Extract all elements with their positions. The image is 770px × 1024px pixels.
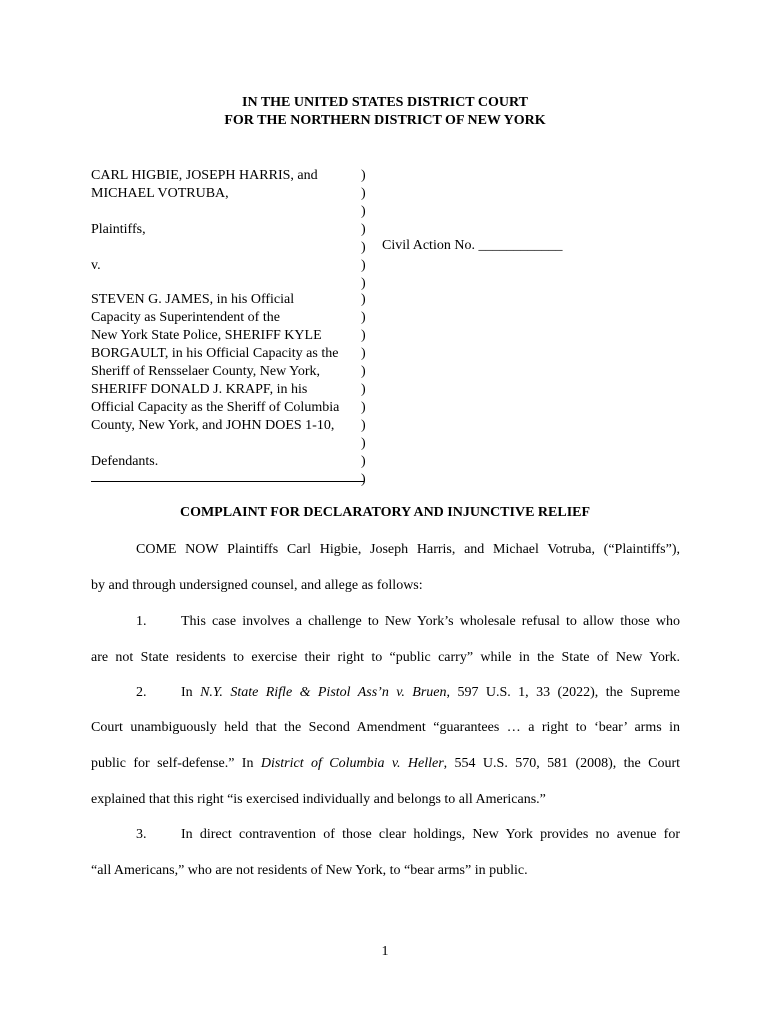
caption-line: Official Capacity as the Sheriff of Columbia: [91, 400, 340, 415]
caption-paren: ): [361, 310, 366, 325]
caption-paren: ): [361, 240, 366, 255]
caption-paren: ): [361, 364, 366, 379]
caption-paren: ): [361, 186, 366, 201]
caption-line: Sheriff of Rensselaer County, New York,: [91, 364, 321, 379]
caption-line: SHERIFF DONALD J. KRAPF, in his: [91, 382, 308, 397]
case-citation: District of Columbia v. Heller: [260, 756, 444, 771]
caption-line: v.: [91, 258, 101, 273]
caption-paren: ): [361, 328, 366, 343]
caption-paren: ): [361, 276, 366, 291]
paragraph-line: [181, 685, 680, 701]
caption-paren: ): [361, 258, 366, 273]
caption-paren: ): [361, 382, 366, 397]
caption-line: Plaintiffs,: [91, 222, 146, 237]
caption-line: Defendants.: [91, 454, 159, 469]
caption-paren: ): [361, 436, 366, 451]
paragraph-number: 1.: [136, 614, 147, 629]
caption-line: New York State Police, SHERIFF KYLE: [91, 328, 322, 343]
paragraph-line: explained that this right “is exercised individually and belongs to all Americans.”: [91, 792, 546, 807]
paragraph-line: [91, 756, 680, 772]
text-segment: public for self-defense.” In: [91, 756, 261, 771]
caption-paren: ): [361, 204, 366, 219]
civil-action-number: Civil Action No. ____________: [382, 238, 563, 253]
paragraph-number: 3.: [136, 827, 147, 842]
paragraph-line: are not State residents to exercise their right to “public carry” while in the State of New York.: [91, 650, 680, 665]
paragraph-line: “all Americans,” who are not residents of New York, to “bear arms” in public.: [91, 863, 528, 878]
complaint-title: COMPLAINT FOR DECLARATORY AND INJUNCTIVE RELIEF: [179, 505, 591, 520]
caption-line: County, New York, and JOHN DOES 1-10,: [91, 418, 335, 433]
paragraph-line: This case involves a challenge to New York’s wholesale refusal to allow those who: [181, 614, 680, 629]
page-number: 1: [381, 944, 389, 959]
text-segment: , 554 U.S. 570, 581 (2008), the Court: [443, 756, 681, 771]
case-citation: N.Y. State Rifle & Pistol Ass’n v. Bruen: [200, 685, 447, 700]
court-heading-line-2: FOR THE NORTHERN DISTRICT OF NEW YORK: [224, 113, 546, 128]
caption-paren: ): [361, 418, 366, 433]
intro-line: COME NOW Plaintiffs Carl Higbie, Joseph Harris, and Michael Votruba, (“Plaintiffs”),: [136, 542, 680, 557]
text-segment: , 597 U.S. 1, 33 (2022), the Supreme: [446, 685, 680, 700]
caption-line: STEVEN G. JAMES, in his Official: [91, 292, 295, 307]
court-heading-line-1: IN THE UNITED STATES DISTRICT COURT: [242, 95, 528, 110]
paragraph-line: In direct contravention of those clear holdings, New York provides no avenue for: [181, 827, 680, 842]
paragraph-number: 2.: [136, 685, 147, 700]
intro-line: by and through undersigned counsel, and allege as follows:: [91, 578, 423, 593]
caption-paren: ): [361, 292, 366, 307]
paragraph-line: Court unambiguously held that the Second Amendment “guarantees … a right to ‘bear’ arms in: [91, 720, 680, 735]
caption-line: MICHAEL VOTRUBA,: [91, 186, 229, 201]
caption-signature-rule: [91, 481, 364, 482]
caption-line: CARL HIGBIE, JOSEPH HARRIS, and: [91, 168, 318, 183]
caption-paren: ): [361, 346, 366, 361]
caption-paren: ): [361, 168, 366, 183]
text-segment: In: [181, 685, 201, 700]
caption-paren: ): [361, 472, 366, 487]
caption-line: BORGAULT, in his Official Capacity as the: [91, 346, 339, 361]
caption-paren: ): [361, 400, 366, 415]
caption-paren: ): [361, 454, 366, 469]
caption-paren: ): [361, 222, 366, 237]
caption-line: Capacity as Superintendent of the: [91, 310, 280, 325]
